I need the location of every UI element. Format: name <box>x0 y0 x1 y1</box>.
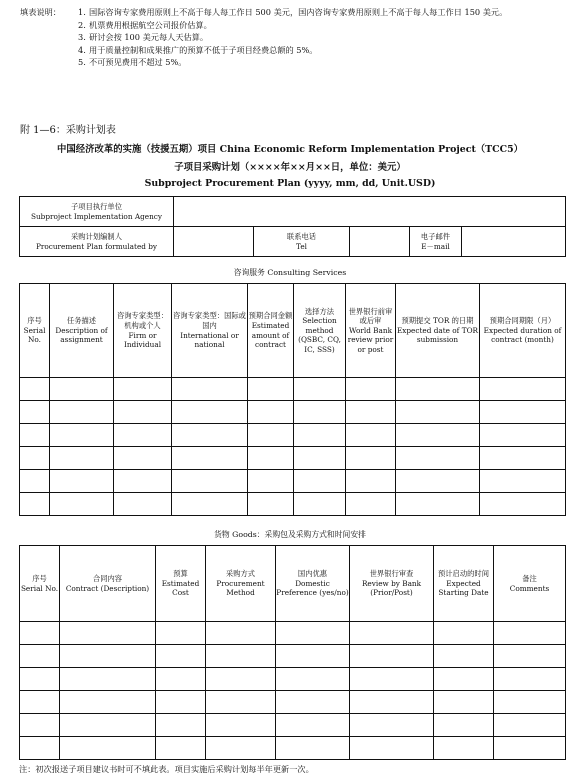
table-row <box>20 424 566 447</box>
table-row <box>20 493 566 516</box>
agency-value-cell[interactable] <box>174 197 566 227</box>
tel-label-en: Tel <box>296 241 307 251</box>
email-value-cell[interactable] <box>462 227 566 257</box>
goods-header: 世界银行审查 Review by Bank (Prior/Post) <box>350 546 434 622</box>
consulting-section-title: 咨询服务 Consulting Services <box>233 268 347 277</box>
consulting-header: 预期合同金额 Estimated amount of contract <box>248 284 294 378</box>
agency-label-en: Subproject Implementation Agency <box>30 211 163 221</box>
table-row <box>20 737 566 760</box>
consulting-header: 预期提交 TOR 的日期 Expected date of TOR submission <box>396 284 480 378</box>
instruction-text: 用于质量控制和成果推广的预算不低于子项目经费总额的 5%。 <box>89 44 318 55</box>
consulting-header: 咨询专家类型：国际或国内 International or national <box>172 284 248 378</box>
consulting-header: 咨询专家类型：机构或个人 Firm or Individual <box>114 284 172 378</box>
consulting-header: 预期合同期限（月） Expected duration of contract (month) <box>480 284 566 378</box>
goods-header: 采购方式 Procurement Method <box>206 546 276 622</box>
instruction-number: 3. <box>78 32 86 43</box>
consulting-header: 选择方法 Selection method (QSBC, CQ, IC, SSS) <box>294 284 346 378</box>
table-row <box>20 470 566 493</box>
table-row <box>20 447 566 470</box>
instructions-label: 填表说明： <box>20 7 61 17</box>
instruction-number: 4. <box>78 44 86 55</box>
instruction-text: 国际咨询专家费用原则上不高于每人每工作日 500 美元，国内咨询专家费用原则上不高于每人每工作日 150 美元。 <box>89 7 508 17</box>
plan-title-zh: 子项目采购计划（××××年××月××日，单位：美元） <box>174 162 406 173</box>
tel-value-cell[interactable] <box>350 227 410 257</box>
goods-section-title: 货物 Goods：采购包及采购方式和时间安排 <box>214 530 366 539</box>
table-row <box>20 622 566 645</box>
plan-author-label-en: Procurement Plan formulated by <box>35 241 158 251</box>
goods-header: 合同内容 Contract (Description) <box>60 546 156 622</box>
consulting-header: 世界银行前审或后审 World Bank review prior or post <box>346 284 396 378</box>
table-row <box>20 401 566 424</box>
appendix-title: 附 1—6：采购计划表 <box>20 125 116 136</box>
plan-author-label-cell <box>20 227 174 257</box>
consulting-header: 任务描述 Description of assignment <box>50 284 114 378</box>
table-row <box>20 645 566 668</box>
table-row <box>20 668 566 691</box>
table-row <box>20 378 566 401</box>
consulting-table <box>19 283 566 516</box>
fill-instructions <box>20 6 568 69</box>
tel-label-zh: 联系电话 <box>286 231 317 241</box>
plan-title-en: Subproject Procurement Plan (yyyy, mm, dd, Unit.USD) <box>144 178 436 189</box>
agency-table <box>19 196 566 257</box>
project-title: 中国经济改革的实施（技援五期）项目 China Economic Reform Implementation Project（TCC5） <box>57 144 523 155</box>
instruction-text: 研讨会按 100 美元每人天估算。 <box>89 32 209 43</box>
email-label-cell <box>410 227 462 257</box>
instruction-text: 机票费用根据航空公司报价估算。 <box>89 19 212 30</box>
instruction-number: 5. <box>78 57 86 68</box>
goods-header: 备注 Comments <box>494 546 566 622</box>
goods-header: 预算 Estimated Cost <box>156 546 206 622</box>
goods-header: 国内优惠 Domestic Preference (yes/no) <box>276 546 350 622</box>
agency-label-zh: 子项目执行单位 <box>70 201 123 211</box>
email-label-en: E－mail <box>421 241 450 251</box>
plan-author-label-zh: 采购计划编制人 <box>70 231 123 241</box>
footer-note: 注：初次报送子项目建议书时可不填此表。项目实施后采购计划每半年更新一次。 <box>19 764 314 774</box>
instruction-text: 不可预见费用不超过 5%。 <box>89 57 187 68</box>
agency-label-cell <box>20 197 174 227</box>
instruction-number: 2. <box>78 19 86 30</box>
table-row <box>20 691 566 714</box>
goods-table <box>19 545 566 760</box>
instruction-number: 1. <box>78 7 86 17</box>
goods-header: 序号 Serial No. <box>20 546 60 622</box>
plan-author-value-cell[interactable] <box>174 227 254 257</box>
tel-label-cell <box>254 227 350 257</box>
table-row <box>20 714 566 737</box>
consulting-header: 序号 Serial No. <box>20 284 50 378</box>
goods-header: 预计启动的时间 Expected Starting Date <box>434 546 494 622</box>
email-label-zh: 电子邮件 <box>420 231 451 241</box>
